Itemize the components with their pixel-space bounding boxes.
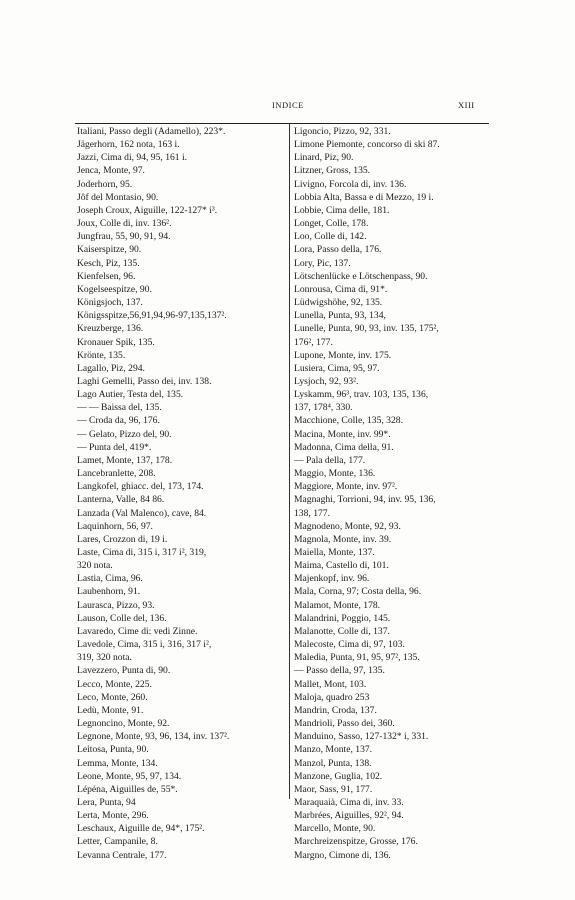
index-entry: Lago Autier, Testa del, 135.: [77, 389, 184, 401]
index-entry: Königsspitze,56,91,94,96-97,135,137².: [77, 310, 227, 322]
page-number: XIII: [458, 100, 475, 110]
index-entry: Lancebranlette, 208.: [77, 468, 156, 480]
index-entry: Lemma, Monte, 134.: [77, 757, 158, 769]
index-entry: Manduino, Sasso, 127-132* i, 331.: [294, 731, 429, 743]
index-entry: Loo, Colle di, 142.: [294, 231, 367, 243]
index-entry: Lanzada (Val Malenco), cave, 84.: [77, 507, 207, 519]
index-entry: 319, 320 nota.: [77, 652, 132, 664]
index-entry: Longet, Colle, 178.: [294, 218, 369, 230]
index-entry: Margno, Cimone di, 136.: [294, 849, 391, 861]
index-entry: Jenca, Monte, 97.: [77, 165, 145, 177]
index-entry: — Punta del, 419*.: [77, 441, 152, 453]
index-entry: Macina, Monte, inv. 99*.: [294, 428, 391, 440]
index-entry: Livigno, Forcola di, inv. 136.: [294, 178, 407, 190]
index-entry: Ligoncio, Pizzo, 92, 331.: [294, 126, 391, 137]
index-entry: Maor, Sass, 91, 177.: [294, 783, 373, 795]
index-entry: Lares, Crozzon di, 19 i.: [77, 533, 168, 545]
index-entry: Lötschenlücke e Lötschenpass, 90.: [294, 270, 428, 282]
index-entry: Mala, Corna, 97; Costa della, 96.: [294, 586, 422, 598]
index-entry: 176², 177.: [294, 336, 333, 348]
index-entry: Lagallo, Piz, 294.: [77, 362, 145, 374]
index-entry: Mandrioli, Passo dei, 360.: [294, 718, 395, 730]
index-entry: Legnoncino, Monte, 92.: [77, 718, 170, 730]
index-entry: Malecoste, Cima di, 97, 103.: [294, 639, 405, 651]
index-entry: Lunella, Punta, 93, 134,: [294, 310, 386, 322]
index-entry: Lyskamm, 96³, trav. 103, 135, 136,: [294, 389, 429, 401]
index-entry: Lora, Passo della, 176.: [294, 244, 382, 256]
index-entry: Marbrées, Aiguilles, 92², 94.: [294, 810, 404, 822]
index-entry: — Gelato, Pizzo del, 90.: [77, 428, 172, 440]
index-entry: Lysjoch, 92, 93².: [294, 375, 359, 387]
index-entry: Lonrousa, Cima di, 91*.: [294, 283, 388, 295]
index-entry: Majenkopf, inv. 96.: [294, 573, 370, 585]
index-entry: Jägerhorn, 162 nota, 163 i.: [77, 139, 180, 151]
index-entry: Königsjoch, 137.: [77, 297, 143, 309]
index-entry: Lecco, Monte, 225.: [77, 678, 152, 690]
index-entry: Mandrin, Croda, 137.: [294, 704, 377, 716]
index-entry: Lanterna, Valle, 84 86.: [77, 494, 165, 506]
index-entry: Joseph Croux, Aiguille, 122-127* i³.: [77, 204, 218, 216]
index-entry: Manzo, Monte, 137.: [294, 744, 373, 756]
index-entry: Leitosa, Punta, 90.: [77, 744, 149, 756]
index-entry: Magnodeno, Monte, 92, 93.: [294, 520, 401, 532]
index-entry: Lobbie, Cima delle, 181.: [294, 204, 390, 216]
index-entry: Maloja, quadro 253: [294, 691, 370, 703]
index-entry: Lépéna, Aiguilles de, 55*.: [77, 783, 178, 795]
index-entry: Italiani, Passo degli (Adamello), 223*.: [77, 126, 226, 137]
index-entry: Jôf del Montasio, 90.: [77, 191, 159, 203]
index-entry: Maledia, Punta, 91, 95, 97², 135.: [294, 652, 420, 664]
header-rule: [75, 123, 489, 124]
index-entry: 138, 177.: [294, 507, 330, 519]
index-entry: Leco, Monte, 260.: [77, 691, 148, 703]
index-entry: Ledù, Monte, 91.: [77, 704, 144, 716]
index-entry: Kreuzberge, 136.: [77, 323, 144, 335]
index-entry: Joderhorn, 95.: [77, 178, 133, 190]
index-entry: Langkofel, ghiacc. del, 173, 174.: [77, 481, 204, 493]
index-entry: — — Baissa del, 135.: [77, 402, 162, 414]
index-entry: Lerta, Monte, 296.: [77, 810, 149, 822]
index-entry: Maggiore, Monte, inv. 97².: [294, 481, 398, 493]
index-entry: Manzol, Punta, 138.: [294, 757, 372, 769]
index-entry: Lunelle, Punta, 90, 93, inv. 135, 175²,: [294, 323, 439, 335]
index-entry: Lusiera, Cima, 95, 97.: [294, 362, 380, 374]
index-entry: Maraquaià, Cima di, inv. 33.: [294, 796, 404, 808]
index-entry: Laste, Cima di, 315 i, 317 i², 319,: [77, 547, 207, 558]
index-entry: Maiella, Monte, 137.: [294, 547, 375, 558]
index-column-right: [294, 125, 494, 862]
index-entry: Krönte, 135.: [77, 349, 126, 361]
index-entry: Lory, Pic, 137.: [294, 257, 351, 269]
index-entry: Mallet, Mont, 103.: [294, 678, 367, 690]
index-column-left: [77, 125, 286, 862]
index-entry: Kaiserspitze, 90.: [77, 244, 142, 256]
index-entry: Malamot, Monte, 178.: [294, 599, 381, 611]
index-entry: Magnola, Monte, inv. 39.: [294, 533, 392, 545]
index-entry: Magnaghi, Torrioni, 94, inv. 95, 136,: [294, 494, 436, 506]
index-entry: Laquinhorn, 56, 97.: [77, 520, 153, 532]
index-entry: Lauson, Colle del, 136.: [77, 612, 167, 624]
index-entry: Limone Piemonte, concorso di ski 87.: [294, 139, 440, 151]
index-entry: Leschaux, Aiguille de, 94*, 175².: [77, 823, 205, 835]
index-entry: Laghi Gemelli, Passo dei, inv. 138.: [77, 375, 212, 387]
index-entry: Kienfelsen, 96.: [77, 270, 136, 282]
index-entry: Lupone, Monte, inv. 175.: [294, 349, 392, 361]
index-entry: Letter, Campanile, 8.: [77, 836, 158, 848]
index-entry: — Croda da, 96, 176.: [77, 415, 160, 427]
index-entry: — Pala della, 177.: [294, 454, 366, 466]
index-entry: Madonna, Cima della, 91.: [294, 441, 394, 453]
index-entry: Kogelseespitze, 90.: [77, 283, 152, 295]
index-entry: Maggio, Monte, 136.: [294, 468, 376, 480]
index-entry: Jazzi, Cima di, 94, 95, 161 i.: [77, 152, 188, 164]
index-entry: Jungfrau, 55, 90, 91, 94.: [77, 231, 171, 243]
index-entry: Lavedole, Cima, 315 i, 316, 317 i²,: [77, 639, 212, 651]
index-entry: Linard, Piz, 90.: [294, 152, 354, 164]
index-entry: 320 nota.: [77, 560, 113, 572]
index-entry: Litzner, Gross, 135.: [294, 165, 371, 177]
index-entry: Levanna Centrale, 177.: [77, 849, 167, 861]
index-entry: Lüdwigshöhe, 92, 135.: [294, 297, 383, 309]
running-title: INDICE: [272, 100, 304, 110]
column-divider: [289, 124, 290, 799]
index-entry: Malandrini, Poggio, 145.: [294, 612, 391, 624]
index-entry: Lavaredo, Cime di: vedi Zinne.: [77, 625, 198, 637]
index-entry: Laubenhorn, 91.: [77, 586, 141, 598]
index-entry: Lera, Punta, 94: [77, 796, 136, 808]
index-entry: Malanotte, Colle di, 137.: [294, 625, 390, 637]
index-entry: Marcello, Monte, 90.: [294, 823, 376, 835]
index-entry: Marchreizenspitze, Grosse, 176.: [294, 836, 418, 848]
index-entry: Kesch, Piz, 135.: [77, 257, 140, 269]
index-entry: Legnone, Monte, 93, 96, 134, inv. 137².: [77, 731, 230, 743]
index-entry: 137, 178⁴, 330.: [294, 402, 353, 414]
index-entry: Maima, Castello di, 101.: [294, 560, 389, 572]
index-entry: Macchione, Colle, 135, 328.: [294, 415, 403, 427]
index-entry: — Passo della, 97, 135.: [294, 665, 385, 677]
index-entry: Kronauer Spik, 135.: [77, 336, 155, 348]
index-entry: Lobbia Alta, Bassa e di Mezzo, 19 i.: [294, 191, 434, 203]
index-entry: Lastia, Cima, 96.: [77, 573, 143, 585]
index-entry: Leone, Monte, 95, 97, 134.: [77, 770, 182, 782]
page-header: [0, 100, 575, 114]
index-entry: Laurasca, Pizzo, 93.: [77, 599, 155, 611]
index-entry: Manzone, Guglia, 102.: [294, 770, 383, 782]
index-entry: Lavezzero, Punta di, 90.: [77, 665, 171, 677]
index-entry: Lamet, Monte, 137, 178.: [77, 454, 173, 466]
index-entry: Joux, Colle di, inv. 136².: [77, 218, 172, 230]
